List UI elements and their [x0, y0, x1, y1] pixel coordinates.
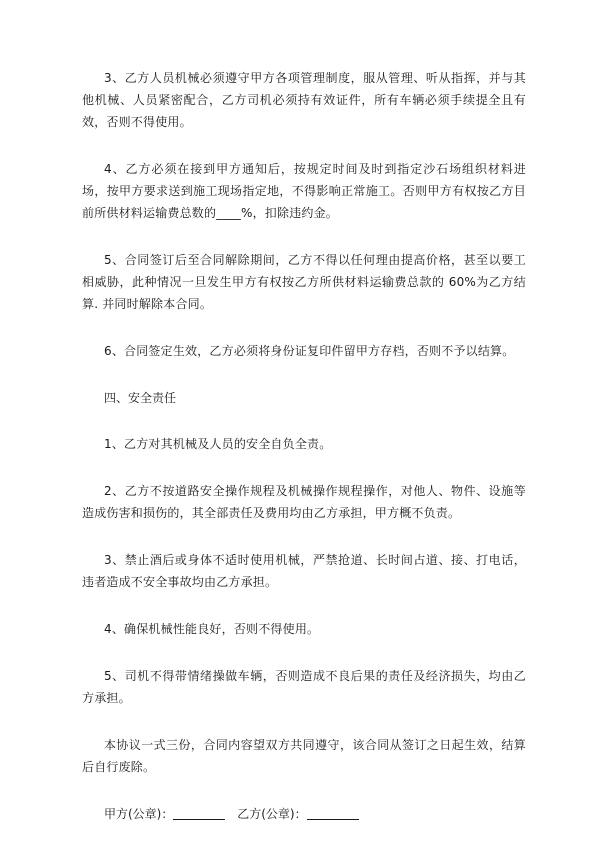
safety-clause-4: 4、确保机械性能良好，否则不得使用。: [104, 622, 320, 636]
closing-statement: 本协议一式三份，合同内容望双方共同遵守，该合同从签订之日起生效，结算后自行废除。: [82, 738, 526, 774]
clause-3: 3、乙方人员机械必须遵守甲方各项管理制度，服从管理、听从指挥，并与其他机械、人员紧密配合，乙方司机必须持有效证件，所有车辆必须手续提全且有效，否则不得使用。: [82, 71, 526, 129]
safety-clause-3: 3、禁止酒后或身体不适时使用机械，严禁抢道、长时间占道、接、打电话，违者造成不安全事故均由乙方承担。: [82, 553, 526, 589]
clause-6: 6、合同签定生效，乙方必须将身份证复印件留甲方存档，否则不予以结算。: [104, 344, 515, 358]
party-b-label: 乙方(公章)：: [237, 807, 307, 821]
safety-clause-2: 2、乙方不按道路安全操作规程及机械操作规程操作，对他人、物件、设施等造成伤害和损伤的，其全部责任及费用均由乙方承担，甲方概不负责。: [82, 484, 526, 520]
section-heading-safety: 四、安全责任: [104, 391, 177, 405]
party-a-signature-line: [173, 805, 225, 820]
party-b-signature-line: [307, 805, 359, 820]
clause-5: 5、合同签订后至合同解除期间，乙方不得以任何理由提高价格，甚至以要工相威胁，此种情况一旦发生甲方有权按乙方所供材料运输费总款的 60%为乙方结算. 并同时解除本合同。: [82, 253, 526, 311]
document-body: [82, 67, 526, 825]
signature-row: [82, 803, 526, 825]
safety-clause-5: 5、司机不得带情绪操做车辆，否则造成不良后果的责任及经济损失，均由乙方承担。: [82, 669, 526, 705]
clause-4: 4、乙方必须在接到甲方通知后，按规定时间及时到指定沙石场组织材料进场，按甲方要求送到施工现场指定地，不得影响正常施工。否则甲方有权按乙方目前所供材料运输费总数的____%，扣除违约金。: [82, 162, 526, 220]
safety-clause-1: 1、乙方对其机械及人员的安全自负全责。: [104, 437, 332, 451]
party-a-label: 甲方(公章)：: [104, 807, 174, 821]
